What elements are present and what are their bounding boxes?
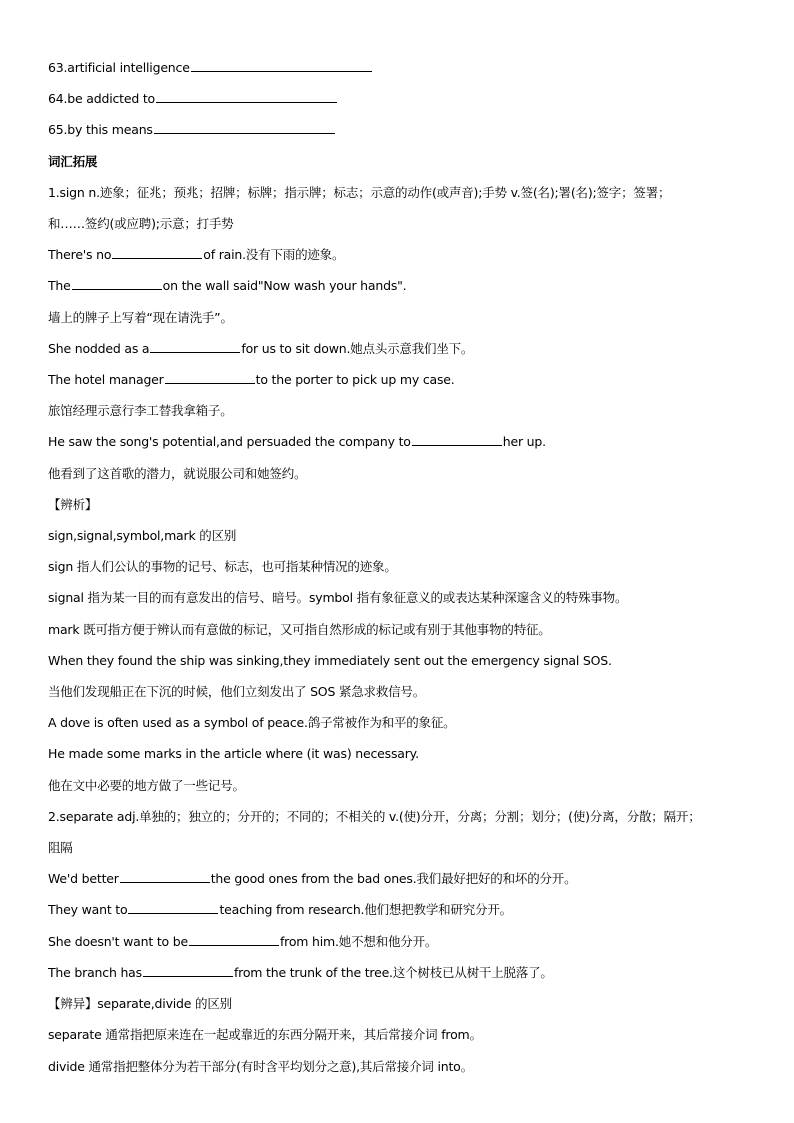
separate-example-4: The branch has from the trunk of the tree.这个树枝已从树干上脱落了。 [48, 964, 553, 980]
sign-example-3: She nodded as a for us to sit down.她点头示意我们坐下。 [48, 340, 474, 356]
answer-blank[interactable] [120, 870, 210, 883]
sign-example-2-translation: 墙上的牌子上写着“现在请洗手”。 [48, 309, 233, 325]
difference-divide: divide 通常指把整体分为若干部分(有时含平均划分之意),其后常接介词 into。 [48, 1058, 473, 1074]
analysis-example-3-translation: 他在文中必要的地方做了一些记号。 [48, 777, 245, 793]
analysis-title: sign,signal,symbol,mark 的区别 [48, 528, 237, 544]
sign-example-4-translation: 旅馆经理示意行李工替我拿箱子。 [48, 403, 233, 419]
analysis-mark: mark 既可指方便于辨认而有意做的标记，又可指自然形成的标记或有别于其他事物的特征。 [48, 621, 551, 637]
answer-blank[interactable] [128, 901, 218, 914]
sign-example-5: He saw the song's potential,and persuaded the company to her up. [48, 434, 546, 450]
analysis-example-3: He made some marks in the article where (it was) necessary. [48, 746, 419, 762]
separate-example-1: We'd better the good ones from the bad ones.我们最好把好的和坏的分开。 [48, 871, 577, 887]
answer-blank[interactable] [72, 277, 162, 290]
analysis-example-1: When they found the ship was sinking,they immediately sent out the emergency signal SOS. [48, 652, 612, 668]
analysis-sign: sign 指人们公认的事物的记号、标志，也可指某种情况的迹象。 [48, 559, 397, 575]
analysis-example-1-translation: 当他们发现船正在下沉的时候，他们立刻发出了 SOS 紧急求救信号。 [48, 684, 426, 700]
answer-blank[interactable] [165, 371, 255, 384]
separate-example-3: She doesn't want to be from him.她不想和他分开。 [48, 933, 438, 949]
analysis-signal-symbol: signal 指为某一目的而有意发出的信号、暗号。symbol 指有象征意义的或表达某种深邃含义的特殊事物。 [48, 590, 628, 606]
sign-example-1: There's no of rain.没有下雨的迹象。 [48, 247, 345, 263]
answer-blank[interactable] [189, 933, 279, 946]
answer-blank[interactable] [156, 90, 337, 103]
vocab-item-65: 65.by this means [48, 114, 776, 145]
sign-example-2: The on the wall said"Now wash your hands". [48, 278, 407, 294]
answer-blank[interactable] [112, 246, 202, 259]
answer-blank[interactable] [150, 340, 240, 353]
sign-example-4: The hotel manager to the porter to pick up my case. [48, 372, 455, 388]
answer-blank[interactable] [154, 121, 335, 134]
sign-definition-line1: 1.sign n.迹象；征兆；预兆；招牌；标牌；指示牌；标志；示意的动作(或声音);手势 v.签(名);署(名);签字；签署； [48, 184, 671, 200]
separate-example-2: They want to teaching from research.他们想把教学和研究分开。 [48, 902, 512, 918]
vocab-item-63: 63.artificial intelligence [48, 52, 776, 83]
vocab-item-64: 64.be addicted to [48, 83, 776, 114]
separate-definition-line1: 2.separate adj.单独的；独立的；分开的；不同的；不相关的 v.(使)分开，分离；分割；划分；(使)分离，分散；隔开； [48, 808, 701, 824]
sign-example-5-translation: 他看到了这首歌的潜力，就说服公司和她签约。 [48, 465, 307, 481]
section-heading-extension: 词汇拓展 [48, 153, 98, 169]
separate-definition-line2: 阻隔 [48, 840, 73, 856]
answer-blank[interactable] [143, 964, 233, 977]
answer-blank[interactable] [191, 59, 372, 72]
difference-heading: 【辨异】separate,divide 的区别 [48, 996, 232, 1012]
analysis-heading: 【辨析】 [48, 496, 98, 512]
sign-definition-line2: 和……签约(或应聘);示意；打手势 [48, 216, 234, 232]
difference-separate: separate 通常指把原来连在一起或靠近的东西分隔开来，其后常接介词 from。 [48, 1027, 482, 1043]
analysis-example-2: A dove is often used as a symbol of peace.鸽子常被作为和平的象征。 [48, 715, 456, 731]
document-page [48, 52, 776, 1082]
answer-blank[interactable] [412, 433, 502, 446]
